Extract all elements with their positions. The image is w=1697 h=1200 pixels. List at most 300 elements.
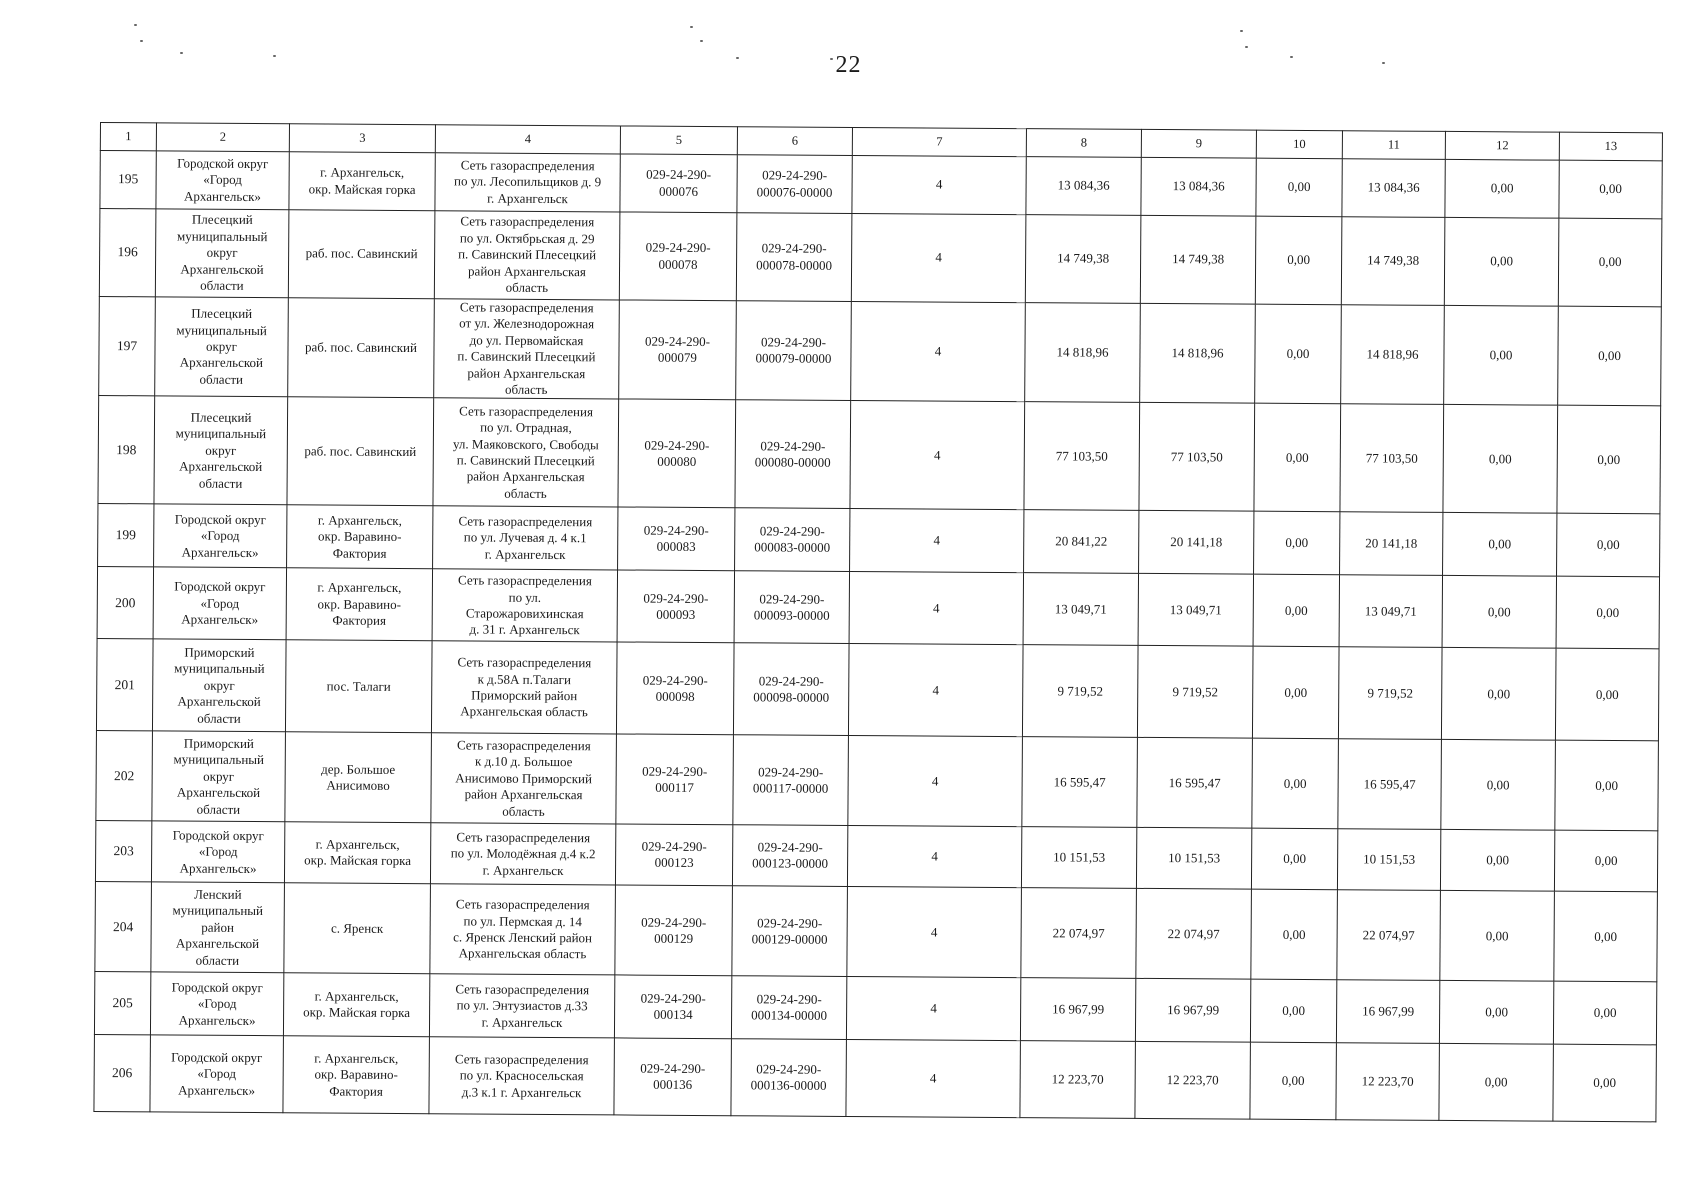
municipality-cell-line: округ xyxy=(203,768,235,784)
location-cell xyxy=(285,640,432,733)
municipality-cell-line: области xyxy=(198,475,243,491)
inventory-number-cell-line: 000080-00000 xyxy=(754,454,831,470)
value-col10-cell: 0,00 xyxy=(1253,575,1339,648)
column-number-cell: 10 xyxy=(1256,130,1342,159)
value-col10-cell: 0,00 xyxy=(1254,512,1340,576)
object-name-cell-line: п. Савинский Плесецкий xyxy=(458,246,597,263)
location-cell xyxy=(288,210,435,299)
location-cell-line: окр. Майская горка xyxy=(308,180,416,197)
group-cell: 4 xyxy=(851,213,1026,302)
municipality-cell xyxy=(152,639,286,732)
object-name-cell-line: г. Архангельск xyxy=(484,546,566,562)
inventory-number-cell xyxy=(732,825,847,887)
municipality-cell-line: Архангельск» xyxy=(178,1012,256,1028)
table-row xyxy=(94,1035,1656,1122)
inventory-number-cell xyxy=(733,643,849,736)
value-col8-cell: 13 084,36 xyxy=(1026,157,1141,216)
value-col9-cell: 22 074,97 xyxy=(1136,889,1252,980)
value-col9-cell: 77 103,50 xyxy=(1139,403,1255,512)
object-name-cell-line: Сеть газораспределения xyxy=(458,513,593,530)
cadastral-number-cell xyxy=(615,885,733,976)
location-cell xyxy=(283,973,429,1037)
scan-speck xyxy=(700,40,703,42)
object-name-cell-line: Анисимово Приморский xyxy=(455,770,593,787)
location-cell xyxy=(283,1036,430,1114)
object-name-cell-line: ул. Маяковского, Свободы xyxy=(452,435,599,452)
location-cell xyxy=(287,397,434,506)
value-col13-cell: 0,00 xyxy=(1555,649,1659,742)
cadastral-number-cell-line: 029-24-290- xyxy=(646,166,712,183)
object-name-cell-line: Сеть газораспределения xyxy=(455,896,590,913)
object-name-cell xyxy=(430,884,616,975)
object-name-cell-line: д.3 к.1 г. Архангельск xyxy=(461,1084,582,1100)
cadastral-number-cell xyxy=(619,300,737,400)
cadastral-number-cell xyxy=(614,975,731,1039)
municipality-cell-line: Архангельск» xyxy=(181,544,259,560)
municipality-cell-line: «Город xyxy=(200,527,240,544)
municipality-cell-line: области xyxy=(197,710,241,726)
municipality-cell-line: области xyxy=(196,801,241,817)
location-cell-line: окр. Майская горка xyxy=(304,852,412,869)
municipality-cell-line: округ xyxy=(203,677,235,693)
location-cell xyxy=(285,732,432,823)
object-name-cell-line: по ул. Отрадная, xyxy=(480,419,572,436)
inventory-number-cell xyxy=(732,886,848,977)
object-name-cell-line: по ул. Октябрьская д. 29 xyxy=(459,230,595,247)
value-col13-cell: 0,00 xyxy=(1554,831,1657,893)
municipality-cell-line: области xyxy=(200,277,244,294)
object-name-cell xyxy=(432,569,617,642)
value-col9-cell: 13 049,71 xyxy=(1138,574,1253,647)
value-col9-cell: 13 084,36 xyxy=(1141,157,1256,216)
table-row xyxy=(94,972,1656,1045)
object-name-cell-line: Сеть газораспределения xyxy=(460,157,595,174)
column-number-cell: 11 xyxy=(1342,131,1445,160)
value-col12-cell: 0,00 xyxy=(1439,981,1553,1045)
municipality-cell-line: «Город xyxy=(200,595,240,611)
municipality-cell-line: Плесецкий xyxy=(190,409,252,425)
cadastral-number-cell-line: 000134 xyxy=(653,1007,693,1023)
value-col13-cell: 0,00 xyxy=(1558,218,1662,307)
object-name-cell-line: с. Яренск Ленский район xyxy=(453,929,593,946)
group-cell: 4 xyxy=(852,155,1026,214)
value-col11-cell: 9 719,52 xyxy=(1338,647,1442,740)
municipality-cell xyxy=(152,731,286,822)
object-name-cell-line: Сеть газораспределения xyxy=(458,572,592,589)
municipality-cell xyxy=(150,1035,284,1113)
object-name-cell xyxy=(434,299,620,400)
municipality-cell-line: муниципальный xyxy=(175,425,267,442)
location-cell-line: Фактория xyxy=(332,612,387,629)
municipality-cell-line: Архангельской xyxy=(179,354,264,371)
table-row xyxy=(95,821,1657,892)
scan-speck xyxy=(1245,46,1248,48)
value-col11-cell: 77 103,50 xyxy=(1340,404,1444,513)
value-col11-cell: 13 084,36 xyxy=(1342,159,1445,218)
value-col9-cell: 20 141,18 xyxy=(1139,511,1254,575)
inventory-number-cell xyxy=(733,735,849,826)
object-name-cell xyxy=(435,153,620,212)
location-cell-line: г. Архангельск, xyxy=(314,988,399,1005)
cadastral-number-cell xyxy=(615,824,732,886)
municipality-cell-line: «Город xyxy=(198,843,238,860)
value-col12-cell: 0,00 xyxy=(1444,217,1559,306)
municipality-cell-line: Архангельск» xyxy=(184,188,261,204)
object-name-cell-line: по ул. xyxy=(508,589,542,605)
municipality-cell-line: Плесецкий xyxy=(191,212,253,228)
object-name-cell xyxy=(430,823,615,885)
value-col8-cell: 20 841,22 xyxy=(1024,510,1139,574)
municipality-cell xyxy=(155,297,289,397)
object-name-cell-line: Приморский район xyxy=(471,687,578,704)
column-number-cell: 6 xyxy=(737,127,852,156)
location-cell-line: раб. пос. Савинский xyxy=(304,443,417,459)
inventory-number-cell-line: 000123-00000 xyxy=(752,855,829,872)
table-row xyxy=(99,296,1662,406)
row-number-cell: 197 xyxy=(99,296,156,396)
municipality-cell xyxy=(151,821,284,883)
value-col13-cell: 0,00 xyxy=(1554,892,1658,983)
inventory-number-cell-line: 000117-00000 xyxy=(752,780,829,796)
cadastral-number-cell xyxy=(616,734,734,825)
municipality-cell-line: Приморский xyxy=(183,735,254,751)
column-number-cell: 1 xyxy=(100,123,156,151)
location-cell-line: пос. Талаги xyxy=(326,678,391,694)
object-name-cell-line: до ул. Первомайская xyxy=(469,332,584,349)
object-name-cell-line: г. Архангельск xyxy=(482,862,564,878)
value-col8-cell: 16 967,99 xyxy=(1020,978,1135,1042)
location-cell-line: г. Архангельск, xyxy=(317,579,402,596)
municipality-cell-line: Архангельск» xyxy=(178,1082,256,1098)
group-cell: 4 xyxy=(847,887,1022,978)
value-col8-cell: 10 151,53 xyxy=(1021,827,1136,889)
cadastral-number-cell-line: 029-24-290- xyxy=(644,437,710,453)
location-cell xyxy=(284,883,431,974)
municipality-cell xyxy=(153,567,286,640)
table-row xyxy=(99,209,1662,307)
object-name-cell xyxy=(434,211,620,300)
cadastral-number-cell-line: 029-24-290- xyxy=(643,522,709,539)
municipality-cell-line: Архангельск» xyxy=(181,611,259,628)
value-col8-cell: 13 049,71 xyxy=(1023,573,1138,646)
cadastral-number-cell-line: 000076 xyxy=(659,183,699,199)
object-name-cell-line: г. Архангельск xyxy=(481,1014,563,1030)
value-col10-cell: 0,00 xyxy=(1252,739,1339,830)
document-scan xyxy=(93,122,1662,1123)
value-col10-cell: 0,00 xyxy=(1251,890,1338,981)
location-cell-line: г. Архангельск, xyxy=(314,1050,399,1066)
object-name-cell xyxy=(431,641,617,734)
location-cell xyxy=(287,505,433,569)
row-number-cell: 195 xyxy=(100,151,156,209)
value-col12-cell: 0,00 xyxy=(1439,1044,1554,1122)
location-cell-line: дер. Большое xyxy=(321,761,396,777)
location-cell xyxy=(288,298,435,398)
municipality-cell-line: Архангельской xyxy=(180,261,264,277)
value-col8-cell: 14 818,96 xyxy=(1025,303,1141,403)
municipality-cell-line: Архангельской xyxy=(179,458,263,475)
inventory-number-cell-line: 000078-00000 xyxy=(756,256,833,273)
municipality-cell xyxy=(155,209,289,298)
value-col8-cell: 12 223,70 xyxy=(1020,1041,1136,1119)
row-number-cell: 196 xyxy=(99,209,156,297)
cadastral-number-cell-line: 000136 xyxy=(653,1077,693,1093)
object-name-cell xyxy=(433,398,619,507)
location-cell-line: г. Архангельск, xyxy=(315,836,400,853)
municipality-cell-line: области xyxy=(195,952,240,968)
location-cell-line: г. Архангельск, xyxy=(317,512,402,528)
scan-speck xyxy=(690,26,693,28)
inventory-number-cell-line: 029-24-290- xyxy=(758,672,824,689)
object-name-cell-line: по ул. Лесопильщиков д. 9 xyxy=(453,173,602,190)
object-name-cell-line: по ул. Молодёжная д.4 к.2 xyxy=(450,845,596,862)
value-col8-cell: 16 595,47 xyxy=(1022,737,1138,828)
value-col11-cell: 12 223,70 xyxy=(1336,1043,1440,1121)
municipality-cell-line: муниципальный xyxy=(173,751,265,768)
object-name-cell-line: по ул. Пермская д. 14 xyxy=(463,912,582,929)
inventory-number-cell-line: 000076-00000 xyxy=(756,183,833,200)
value-col13-cell: 0,00 xyxy=(1553,982,1656,1046)
inventory-number-cell xyxy=(736,213,852,302)
object-name-cell-line: область xyxy=(504,381,548,398)
object-name-cell-line: Старожаровихинская xyxy=(465,605,584,622)
municipality-cell xyxy=(151,882,285,973)
scan-speck xyxy=(1382,62,1385,64)
value-col10-cell: 0,00 xyxy=(1254,404,1341,513)
cadastral-number-cell-line: 000079 xyxy=(657,349,697,366)
value-col9-cell: 14 749,38 xyxy=(1140,215,1256,304)
object-name-cell-line: г. Архангельск xyxy=(487,190,568,206)
value-col12-cell: 0,00 xyxy=(1445,159,1559,218)
municipality-cell-line: Городской округ xyxy=(174,578,266,595)
object-name-cell-line: область xyxy=(504,485,547,501)
municipality-cell-line: Городской округ xyxy=(174,511,267,527)
value-col13-cell: 0,00 xyxy=(1558,306,1662,406)
scan-speck xyxy=(1290,56,1293,58)
municipality-cell-line: Плесецкий xyxy=(191,305,253,322)
inventory-number-cell-line: 000083-00000 xyxy=(754,539,831,556)
row-number-cell: 206 xyxy=(94,1035,151,1112)
value-col9-cell: 16 595,47 xyxy=(1137,738,1253,829)
municipality-cell xyxy=(154,504,287,568)
location-cell-line: с. Яренск xyxy=(330,920,384,936)
inventory-number-cell xyxy=(736,301,852,401)
column-number-cell: 9 xyxy=(1141,129,1256,158)
cadastral-number-cell-line: 029-24-290- xyxy=(640,1060,706,1077)
value-col8-cell: 14 749,38 xyxy=(1025,215,1141,304)
location-cell xyxy=(286,568,432,641)
inventory-number-cell xyxy=(735,400,851,509)
table-row xyxy=(97,567,1659,649)
value-col11-cell: 16 967,99 xyxy=(1336,980,1439,1044)
group-cell: 4 xyxy=(846,977,1020,1041)
inventory-number-cell-line: 000093-00000 xyxy=(753,607,830,623)
cadastral-number-cell-line: 029-24-290- xyxy=(643,590,709,606)
value-col9-cell: 10 151,53 xyxy=(1136,828,1251,890)
value-col10-cell: 0,00 xyxy=(1255,216,1342,305)
object-name-cell-line: Сеть газораспределения xyxy=(454,1051,589,1068)
scan-speck xyxy=(736,57,739,59)
cadastral-number-cell-line: 000117 xyxy=(655,779,694,795)
cadastral-number-cell-line: 000083 xyxy=(656,539,696,555)
object-name-cell-line: район Архангельская xyxy=(467,365,586,381)
register-table xyxy=(93,122,1663,1123)
group-cell: 4 xyxy=(846,1040,1021,1118)
inventory-number-cell-line: 029-24-290- xyxy=(757,839,823,855)
cadastral-number-cell xyxy=(618,507,735,571)
value-col12-cell: 0,00 xyxy=(1444,305,1559,405)
inventory-number-cell-line: 029-24-290- xyxy=(762,167,828,183)
cadastral-number-cell xyxy=(617,570,734,643)
location-cell-line: Фактория xyxy=(329,1083,383,1099)
cadastral-number-cell-line: 000093 xyxy=(656,606,696,622)
municipality-cell-line: «Город xyxy=(203,171,242,188)
municipality-cell xyxy=(150,972,283,1036)
value-col8-cell: 9 719,52 xyxy=(1022,645,1138,738)
cadastral-number-cell xyxy=(614,1038,732,1116)
municipality-cell-line: Приморский xyxy=(184,644,255,660)
row-number-cell: 204 xyxy=(95,882,152,972)
value-col10-cell: 0,00 xyxy=(1250,1043,1337,1121)
object-name-cell xyxy=(433,506,618,570)
group-cell: 4 xyxy=(849,572,1023,645)
object-name-cell-line: район Архангельская xyxy=(468,263,587,279)
value-col8-cell: 22 074,97 xyxy=(1021,888,1137,979)
object-name-cell-line: Сеть газораспределения xyxy=(459,299,594,316)
cadastral-number-cell-line: 029-24-290- xyxy=(640,990,706,1007)
location-cell-line: г. Архангельск, xyxy=(320,164,405,181)
table-row xyxy=(98,396,1661,514)
group-cell: 4 xyxy=(847,826,1021,888)
scan-speck xyxy=(830,58,833,60)
object-name-cell-line: Сеть газораспределения xyxy=(456,737,591,754)
cadastral-number-cell-line: 000078 xyxy=(658,256,698,272)
location-cell-line: окр. Варавино- xyxy=(317,528,402,545)
object-name-cell-line: район Архангельская xyxy=(466,468,585,485)
object-name-cell-line: Сеть газораспределения xyxy=(456,829,591,846)
municipality-cell-line: округ xyxy=(206,245,238,261)
location-cell-line: окр. Майская горка xyxy=(303,1004,411,1021)
value-col13-cell: 0,00 xyxy=(1559,160,1662,219)
value-col9-cell: 9 719,52 xyxy=(1137,646,1253,739)
object-name-cell-line: район Архангельская xyxy=(464,786,583,803)
location-cell-line: окр. Варавино- xyxy=(314,1066,398,1083)
value-col12-cell: 0,00 xyxy=(1440,891,1555,982)
scan-speck xyxy=(180,52,183,54)
value-col10-cell: 0,00 xyxy=(1252,647,1339,740)
value-col12-cell: 0,00 xyxy=(1442,576,1556,649)
municipality-cell-line: Архангельской xyxy=(175,935,260,952)
group-cell: 4 xyxy=(848,644,1023,737)
group-cell: 4 xyxy=(851,301,1026,402)
row-number-cell: 203 xyxy=(95,821,151,882)
cadastral-number-cell-line: 029-24-290- xyxy=(642,763,708,779)
municipality-cell-line: муниципальный xyxy=(174,660,265,677)
location-cell xyxy=(284,822,430,884)
column-number-cell: 8 xyxy=(1026,129,1141,158)
table-row xyxy=(100,151,1662,219)
value-col12-cell: 0,00 xyxy=(1441,740,1556,831)
inventory-number-cell xyxy=(737,155,852,214)
value-col13-cell: 0,00 xyxy=(1557,514,1660,578)
row-number-cell: 198 xyxy=(98,396,155,504)
value-col11-cell: 13 049,71 xyxy=(1339,575,1442,648)
value-col11-cell: 14 749,38 xyxy=(1341,217,1445,306)
object-name-cell-line: Сеть газораспределения xyxy=(459,403,594,419)
cadastral-number-cell-line: 000129 xyxy=(654,930,694,946)
municipality-cell-line: Ленский xyxy=(194,886,242,902)
inventory-number-cell-line: 000134-00000 xyxy=(751,1007,828,1024)
row-number-cell: 199 xyxy=(98,504,154,567)
inventory-number-cell-line: 029-24-290- xyxy=(757,914,823,931)
row-number-cell: 201 xyxy=(96,639,153,731)
municipality-cell-line: муниципальный xyxy=(176,322,267,338)
row-number-cell: 205 xyxy=(94,972,150,1035)
inventory-number-cell xyxy=(734,571,849,644)
row-number-cell: 202 xyxy=(96,731,153,821)
value-col13-cell: 0,00 xyxy=(1556,577,1659,650)
object-name-cell-line: Сеть газораспределения xyxy=(455,981,590,998)
table-row xyxy=(98,504,1660,577)
value-col11-cell: 22 074,97 xyxy=(1337,890,1441,981)
value-col11-cell: 20 141,18 xyxy=(1340,512,1443,576)
scan-speck xyxy=(134,24,137,26)
inventory-number-cell-line: 029-24-290- xyxy=(761,240,827,256)
object-name-cell-line: по ул. Красносельская xyxy=(459,1067,584,1084)
municipality-cell-line: муниципальный xyxy=(172,902,264,919)
value-col12-cell: 0,00 xyxy=(1440,830,1554,892)
location-cell-line: раб. пос. Савинский xyxy=(304,339,418,356)
inventory-number-cell-line: 029-24-290- xyxy=(760,437,826,454)
municipality-cell-line: Архангельской xyxy=(177,693,261,710)
inventory-number-cell-line: 029-24-290- xyxy=(759,590,825,607)
value-col12-cell: 0,00 xyxy=(1443,513,1557,577)
object-name-cell-line: от ул. Железнодорожная xyxy=(459,315,595,332)
table-row xyxy=(96,731,1659,831)
object-name-cell xyxy=(431,733,617,824)
cadastral-number-cell-line: 029-24-290- xyxy=(645,333,711,349)
municipality-cell-line: Городской округ xyxy=(177,155,269,172)
column-number-cell: 12 xyxy=(1445,131,1559,160)
cadastral-number-cell xyxy=(618,399,736,508)
object-name-cell-line: по ул. Энтузиастов д.33 xyxy=(456,997,588,1014)
inventory-number-cell-line: 029-24-290- xyxy=(756,1061,822,1077)
municipality-cell-line: «Город xyxy=(197,995,237,1012)
column-number-cell: 7 xyxy=(852,127,1026,156)
table-row xyxy=(95,882,1658,982)
object-name-cell-line: область xyxy=(502,803,545,819)
municipality-cell xyxy=(154,396,288,505)
inventory-number-cell-line: 000079-00000 xyxy=(755,350,832,367)
municipality-cell-line: Городской округ xyxy=(171,1049,263,1065)
scan-speck xyxy=(273,55,276,57)
cadastral-number-cell-line: 029-24-290- xyxy=(645,239,711,256)
cadastral-number-cell-line: 029-24-290- xyxy=(641,838,707,855)
object-name-cell-line: п. Савинский Плесецкий xyxy=(456,452,595,469)
location-cell xyxy=(289,152,435,211)
table-row xyxy=(96,639,1659,741)
value-col9-cell: 14 818,96 xyxy=(1140,303,1256,403)
value-col11-cell: 16 595,47 xyxy=(1338,739,1442,830)
value-col13-cell: 0,00 xyxy=(1553,1045,1657,1123)
inventory-number-cell-line: 029-24-290- xyxy=(761,334,827,350)
column-number-cell: 13 xyxy=(1559,132,1662,161)
municipality-cell-line: Архангельской xyxy=(176,784,261,801)
value-col10-cell: 0,00 xyxy=(1250,980,1336,1044)
column-number-cell: 2 xyxy=(156,123,289,152)
inventory-number-cell xyxy=(735,508,850,572)
object-name-cell xyxy=(429,974,614,1038)
